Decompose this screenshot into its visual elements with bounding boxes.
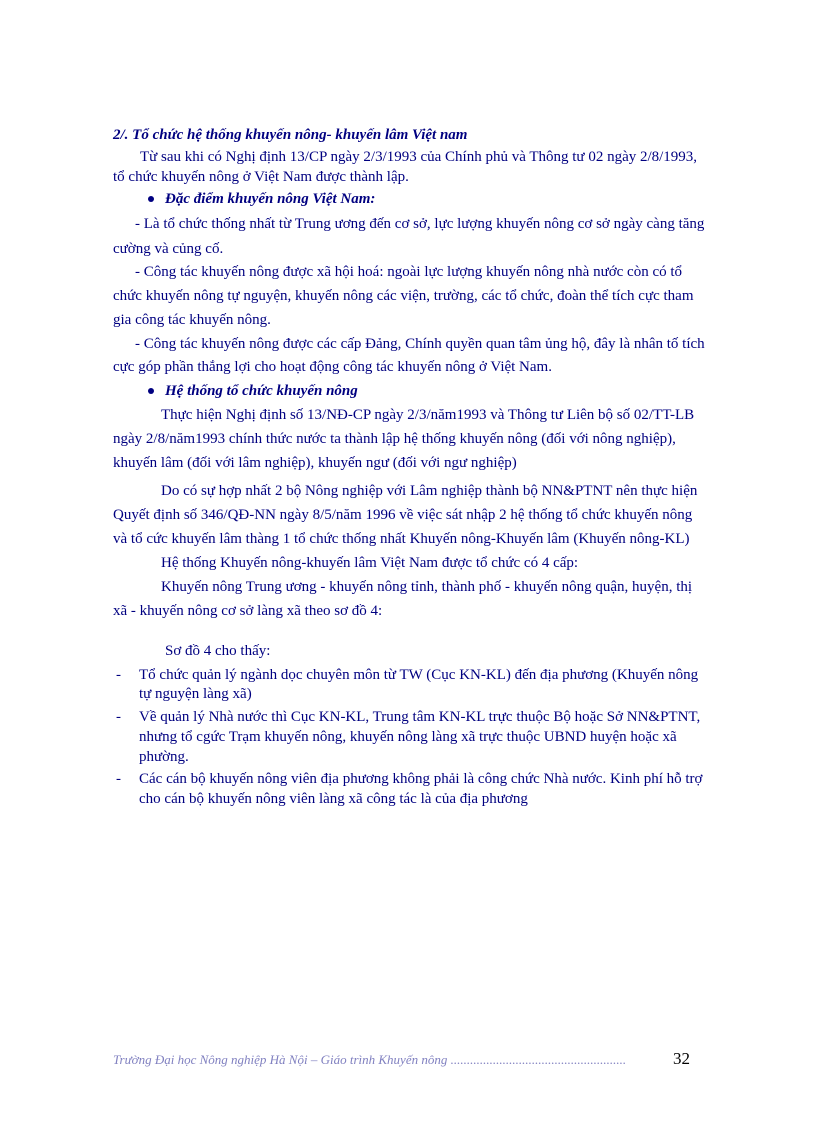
dash-marker: -	[116, 709, 121, 725]
features-text: - Là tổ chức thống nhất từ Trung ương đến cơ sở, lực lượng khuyến nông cơ sở ngày càng tăng	[135, 216, 705, 232]
intro-line: tổ chức khuyến nông ở Việt Nam được thành lập.	[113, 169, 409, 185]
features-text: - Công tác khuyến nông được các cấp Đảng, Chính quyền quan tâm ủng hộ, đây là nhân tố tích	[135, 336, 705, 352]
diagram-note: Về quản lý Nhà nước thì Cục KN-KL, Trung tâm KN-KL trực thuộc Bộ hoặc Sở NN&PTNT,	[139, 709, 701, 725]
features-text: chức khuyến nông tự nguyện, khuyến nông các viện, trường, các tổ chức, đoàn thể tích cực tham	[113, 288, 694, 304]
diagram-note: nhưng tổ cgức Trạm khuyến nông, khuyến nông làng xã trực thuộc UBND huyện hoặc xã	[139, 729, 677, 745]
page-footer: Trường Đại học Nông nghiệp Hà Nội – Giáo trình Khuyến nông ......................................................	[113, 1052, 627, 1067]
section-heading: 2/. Tổ chức hệ thống khuyến nông- khuyến lâm Việt nam	[113, 127, 468, 143]
dash-marker: -	[116, 771, 121, 787]
system-text: và tổ cức khuyến lâm thàng 1 tổ chức thống nhất Khuyến nông-Khuyến lâm (Khuyến nông-KL)	[113, 531, 690, 547]
diagram-note: Các cán bộ khuyến nông viên địa phương không phải là công chức Nhà nước. Kinh phí hỗ trợ	[139, 771, 703, 787]
diagram-lead: Sơ đồ 4 cho thấy:	[165, 643, 271, 659]
system-text: xã - khuyến nông cơ sở làng xã theo sơ đồ 4:	[113, 603, 383, 619]
bullet-icon	[148, 388, 154, 394]
dash-marker: -	[116, 667, 121, 683]
features-text: cường và củng cố.	[113, 241, 224, 257]
system-text: Quyết định số 346/QĐ-NN ngày 8/5/năm 1996 về việc sát nhập 2 hệ thống tổ chức khuyến nông	[113, 507, 693, 523]
diagram-note: Tổ chức quản lý ngành dọc chuyên môn từ TW (Cục KN-KL) đến địa phương (Khuyến nông	[139, 667, 699, 683]
bullet-icon	[148, 196, 154, 202]
system-text: ngày 2/8/năm1993 chính thức nước ta thành lập hệ thống khuyến nông (đối với nông nghiệp),	[113, 431, 676, 447]
system-text: Khuyến nông Trung ương - khuyến nông tỉnh, thành phố - khuyến nông quận, huyện, thị	[161, 579, 693, 595]
system-text: Thực hiện Nghị định số 13/NĐ-CP ngày 2/3/năm1993 và Thông tư Liên bộ số 02/TT-LB	[161, 407, 695, 423]
diagram-note: phường.	[139, 749, 189, 765]
diagram-note: tự nguyện làng xã)	[139, 686, 252, 702]
features-text: cực góp phần thắng lợi cho hoạt động công tác khuyến nông ở Việt Nam.	[113, 359, 552, 375]
page-number: 32	[673, 1049, 690, 1068]
intro-line: Từ sau khi có Nghị định 13/CP ngày 2/3/1993 của Chính phủ và Thông tư 02 ngày 2/8/1993,	[140, 149, 698, 165]
features-text: gia công tác khuyến nông.	[113, 312, 271, 328]
system-title: Hệ thống tổ chức khuyến nông	[165, 383, 358, 399]
system-text: Do có sự hợp nhất 2 bộ Nông nghiệp với Lâm nghiệp thành bộ NN&PTNT nên thực hiện	[161, 483, 698, 499]
system-text: Hệ thống Khuyến nông-khuyến lâm Việt Nam được tổ chức có 4 cấp:	[161, 555, 579, 571]
features-text: - Công tác khuyến nông được xã hội hoá: ngoài lực lượng khuyến nông nhà nước còn có tổ	[135, 264, 683, 280]
diagram-note: cho cán bộ khuyến nông viên làng xã công tác là của địa phương	[139, 791, 528, 807]
features-title: Đặc điểm khuyến nông Việt Nam:	[165, 191, 376, 207]
system-text: khuyến lâm (đối với lâm nghiệp), khuyến ngư (đối với ngư nghiệp)	[113, 455, 517, 471]
